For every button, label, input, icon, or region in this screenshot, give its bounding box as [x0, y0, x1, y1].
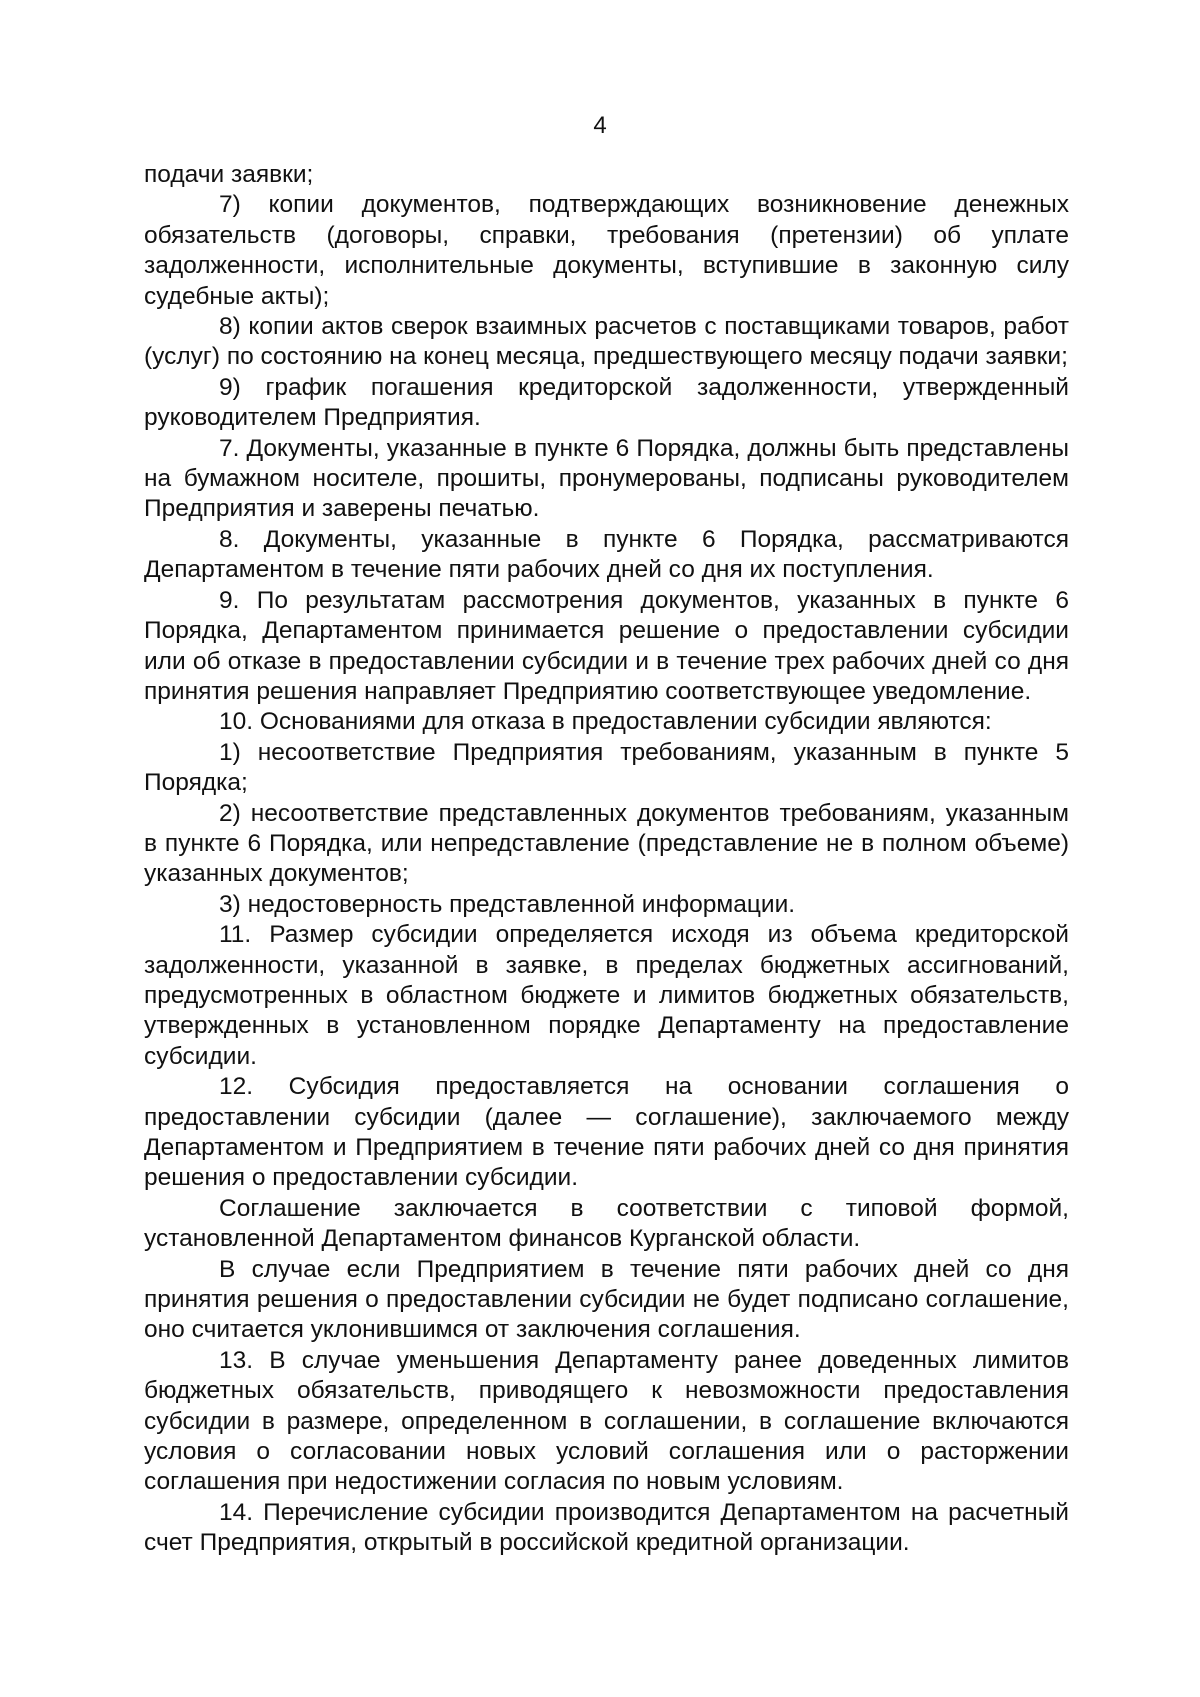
paragraph: 7. Документы, указанные в пункте 6 Порядка, должны быть представлены на бумажном носителе, прошиты, пронумерованы, подписаны руководителем Предприятия и заверены печатью. [144, 434, 1069, 523]
paragraph: 12. Субсидия предоставляется на основании соглашения о предоставлении субсидии (далее — соглашение), заключаемого между Департаментом и Предприятием в течение пяти рабочих дней со дня принятия решения о предоставлении субсидии. [144, 1073, 1069, 1192]
page-number: 4 [593, 112, 607, 139]
paragraph: Соглашение заключается в соответствии с типовой формой, установленной Департаментом финансов Курганской области. [144, 1194, 1069, 1253]
paragraph: 13. В случае уменьшения Департаменту ранее доведенных лимитов бюджетных обязательств, приводящего к невозможности предоставления субсидии в размере, определенном в соглашении, в соглашение включаются условия о согласовании новых условий соглашения или о расторжении соглашения при недостижении согласия по новым условиям. [144, 1346, 1069, 1496]
paragraph: В случае если Предприятием в течение пяти рабочих дней со дня принятия решения о предоставлении субсидии не будет подписано соглашение, оно считается уклонившимся от заключения соглашения. [144, 1255, 1069, 1344]
paragraph: 9) график погашения кредиторской задолженности, утвержденный руководителем Предприятия. [144, 373, 1069, 432]
paragraph: 8. Документы, указанные в пункте 6 Порядка, рассматриваются Департаментом в течение пяти рабочих дней со дня их поступления. [144, 525, 1069, 584]
paragraph: 10. Основаниями для отказа в предоставлении субсидии являются: [219, 708, 992, 736]
paragraph: 9. По результатам рассмотрения документов, указанных в пункте 6 Порядка, Департаментом принимается решение о предоставлении субсидии или об отказе в предоставлении субсидии и в течение трех рабочих дней со дня принятия решения направляет Предприятию соответствующее уведомление. [144, 586, 1069, 705]
paragraph: 8) копии актов сверок взаимных расчетов с поставщиками товаров, работ (услуг) по состоянию на конец месяца, предшествующего месяцу подачи заявки; [144, 313, 1069, 371]
paragraph: 2) несоответствие представленных документов требованиям, указанным в пункте 6 Порядка, или непредставление (представление не в полном объеме) указанных документов; [144, 799, 1069, 888]
paragraph: 7) копии документов, подтверждающих возникновение денежных обязательств (договоры, справки, требования (претензии) об уплате задолженности, исполнительные документы, вступившие в законную силу судебные акты); [144, 191, 1069, 310]
paragraph: подачи заявки; [144, 161, 314, 188]
paragraph: 14. Перечисление субсидии производится Департаментом на расчетный счет Предприятия, открытый в российской кредитной организации. [144, 1498, 1069, 1557]
document-body [144, 160, 1069, 1559]
paragraph: 11. Размер субсидии определяется исходя из объема кредиторской задолженности, указанной в заявке, в пределах бюджетных ассигнований, предусмотренных в областном бюджете и лимитов бюджетных обязательств, утвержденных в установленном порядке Департаменту на предоставление субсидии. [144, 921, 1069, 1070]
paragraph: 3) недостоверность представленной информации. [219, 890, 796, 918]
paragraph: 1) несоответствие Предприятия требованиям, указанным в пункте 5 Порядка; [144, 738, 1069, 797]
